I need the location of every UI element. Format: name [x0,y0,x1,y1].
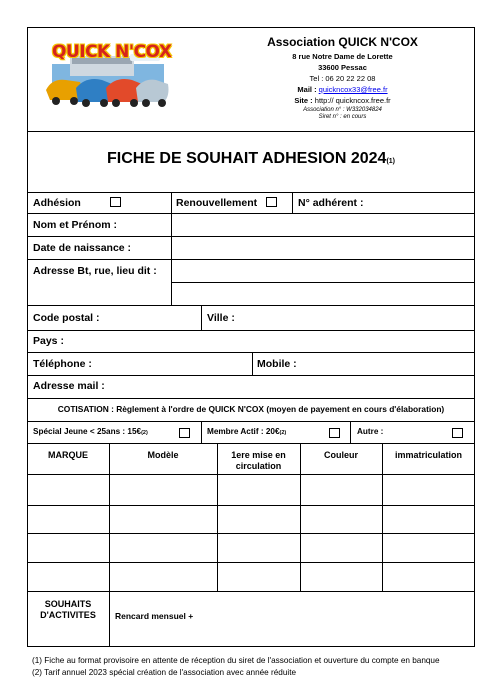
vehicle-header-modele: Modèle [147,450,179,460]
divider [27,305,475,306]
adresse-label: Adresse Bt, rue, lieu dit : [33,265,157,277]
souhaits-label-line1: SOUHAITS [44,599,92,609]
actif-checkbox[interactable] [329,428,340,438]
logo-text: QUICK N'COX [52,42,172,62]
divider [217,443,218,591]
divider [27,352,475,353]
divider [27,505,475,506]
jeune-note-ref: (2) [141,430,148,436]
souhaits-label [27,599,109,621]
souhaits-value: Rencard mensuel + [115,611,194,621]
nom-prenom-label: Nom et Prénom : [33,219,118,231]
divider [27,591,475,592]
association-number: Association n° : W332034824 [303,107,382,113]
divider [27,131,475,132]
divider [27,562,475,563]
vehicle-header-couleur: Couleur [323,450,358,460]
telephone-label: Téléphone : [33,358,92,370]
divider [382,443,383,591]
page-title [27,150,475,168]
title-text: FICHE DE SOUHAIT ADHESION 2024 [106,150,387,167]
divider [201,305,202,330]
autre-checkbox[interactable] [452,428,463,438]
mobile-label: Mobile : [257,358,297,370]
mail-label: Mail : [297,85,317,94]
divider [27,213,475,214]
footnote-2: (2) Tarif annuel 2023 spécial création de l'association avec année réduite [32,668,297,677]
divider [27,259,475,260]
logo [42,38,174,112]
jeune-checkbox[interactable] [179,428,190,438]
divider [171,282,475,283]
adresse-mail-label: Adresse mail : [33,380,105,392]
vehicle-header-immatriculation: immatriculation [394,450,462,460]
adhesion-label: Adhésion [33,197,81,209]
actif-field [207,427,286,436]
divider [109,443,110,591]
divider [27,474,475,475]
vehicle-header-mise-en-circulation: 1ere mise en circulation [231,450,286,471]
renouvellement-checkbox[interactable] [266,197,277,207]
divider [27,330,475,331]
site-label: Site : [294,96,313,105]
renouvellement-label: Renouvellement [176,197,258,209]
divider [27,236,475,237]
divider [350,421,351,443]
actif-note-ref: (2) [279,430,287,436]
association-street: 8 rue Notre Dame de Lorette [292,52,393,61]
title-note-ref: (1) [386,158,396,165]
renouvellement-field [176,197,277,209]
divider [201,421,202,443]
adhesion-field [33,197,121,209]
jeune-label: Spécial Jeune < 25ans : 15€ [33,427,142,436]
adhesion-checkbox[interactable] [110,197,121,207]
association-mail [250,85,435,94]
site-link[interactable]: http:// quickncox.free.fr [314,96,391,105]
vehicle-header-marque: MARQUE [48,450,88,460]
footnote-1: (1) Fiche au format provisoire en attente de réception du siret de l'association et ouverture du compte en banque [32,656,440,665]
divider [27,421,475,422]
jeune-field [33,427,148,436]
souhaits-label-line2: D'ACTIVITES [40,610,96,620]
association-siret: Siret n° : en cours [318,114,367,120]
mail-link[interactable]: quickncox33@free.fr [318,85,388,94]
date-naissance-label: Date de naissance : [33,242,132,254]
divider [27,398,475,399]
divider [252,352,253,375]
code-postal-label: Code postal : [33,312,100,324]
divider [27,443,475,444]
actif-label: Membre Actif : 20€ [207,427,280,436]
ville-label: Ville : [207,312,235,324]
association-name: Association QUICK N'COX [267,35,418,49]
pays-label: Pays : [33,335,64,347]
divider [292,192,293,213]
autre-label: Autre : [357,427,384,436]
association-phone: Tel : 06 20 22 22 08 [309,74,376,83]
divider [300,443,301,591]
divider [27,533,475,534]
numero-adherent-label: N° adhérent : [298,197,364,209]
divider [109,591,110,647]
divider [27,192,475,193]
association-site [250,96,435,105]
form-frame [27,27,475,647]
divider [171,213,172,305]
divider [27,375,475,376]
cotisation-text: COTISATION : Règlement à l'ordre de QUICK N'COX (moyen de payement en cours d'élaboration) [57,404,445,414]
divider [171,192,172,213]
association-city: 33600 Pessac [318,63,367,72]
